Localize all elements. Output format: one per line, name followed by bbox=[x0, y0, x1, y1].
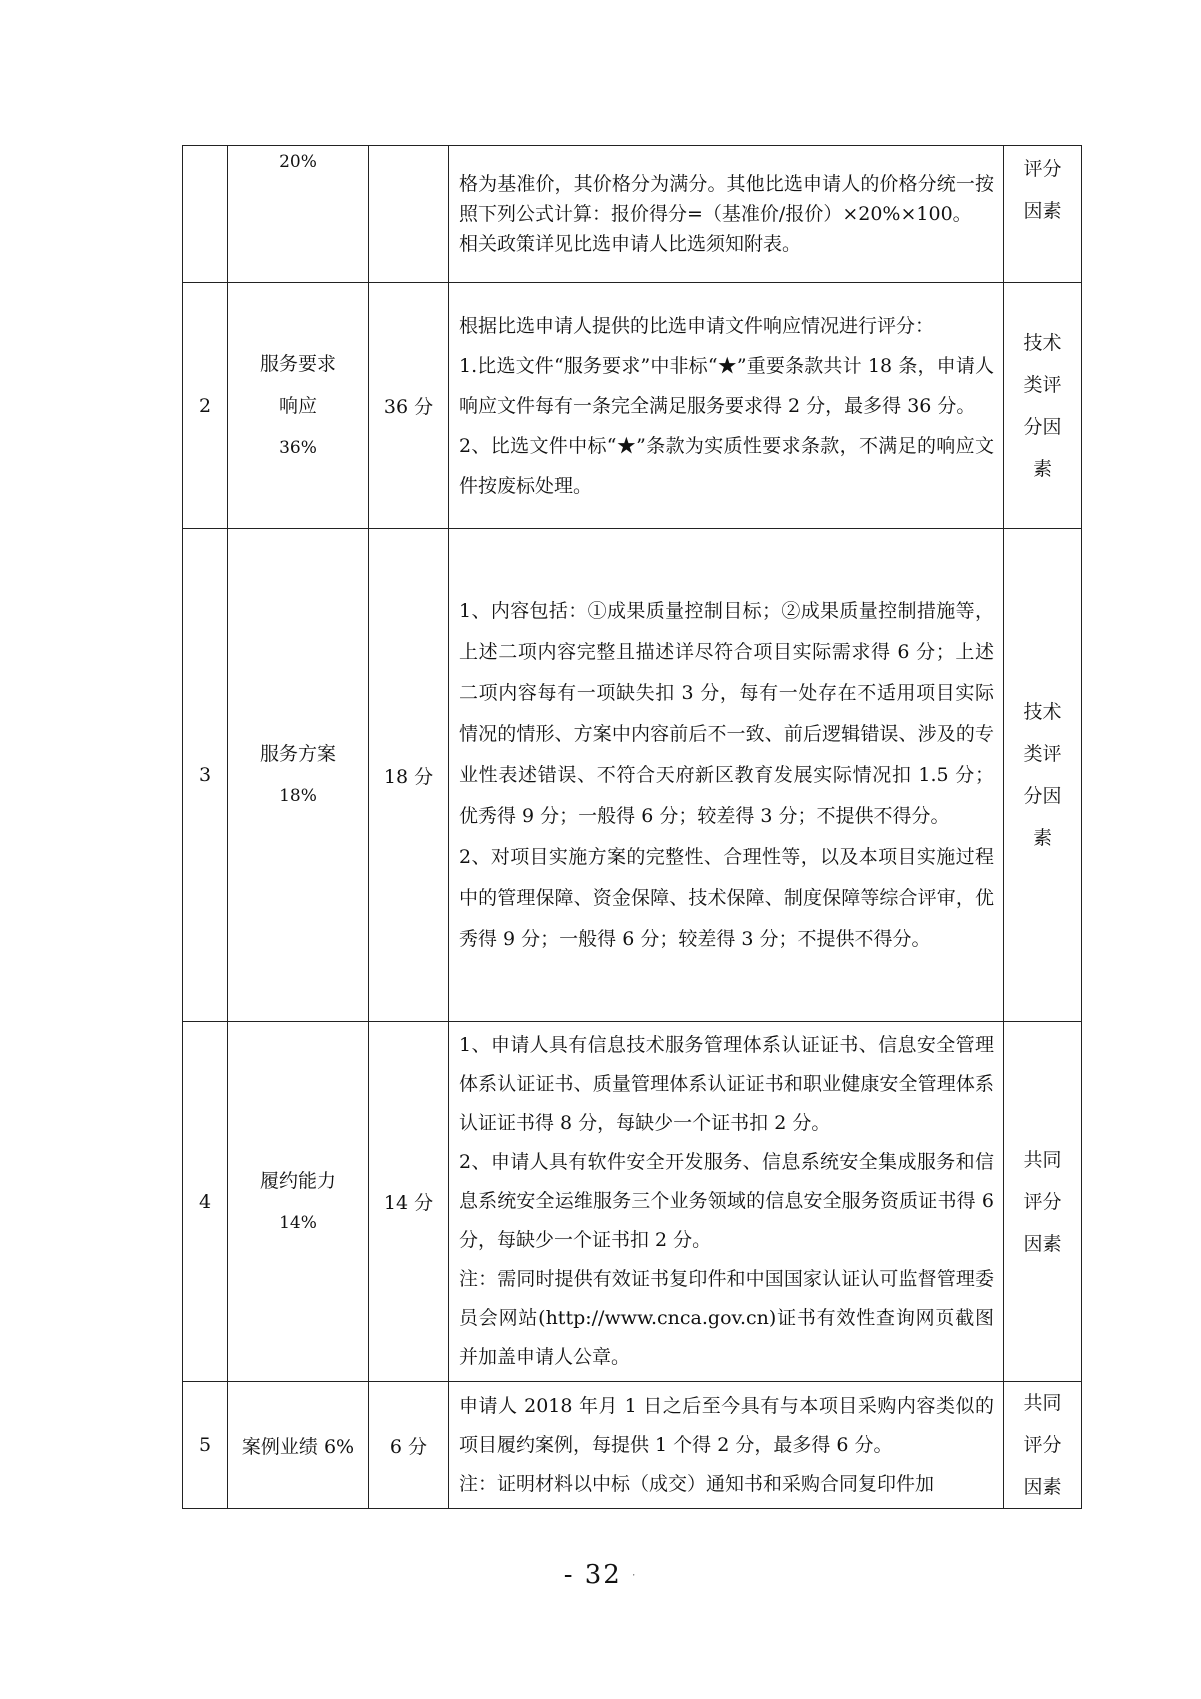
item-weight: 20% bbox=[279, 152, 317, 172]
description-paragraph: 1、申请人具有信息技术服务管理体系认证证书、信息安全管理体系认证证书、质量管理体系认证证书和职业健康安全管理体系认证证书得 8 分，每缺少一个证书扣 2 分。 bbox=[459, 1034, 994, 1134]
item-weight: 14% bbox=[279, 1212, 317, 1233]
description-paragraph: 2、申请人具有软件安全开发服务、信息系统安全集成服务和信息系统安全运维服务三个业务领域的信息安全服务资质证书得 6 分，每缺少一个证书扣 2 分。 bbox=[459, 1151, 994, 1251]
item-name-cell: 案例业绩 6% bbox=[228, 1382, 369, 1509]
item-name-cell bbox=[228, 146, 369, 283]
description-paragraph: 根据比选申请人提供的比选申请文件响应情况进行评分： bbox=[459, 314, 935, 337]
description-cell bbox=[449, 1022, 1004, 1382]
description-cell bbox=[449, 146, 1004, 283]
score-cell: 14 分 bbox=[369, 1022, 449, 1382]
row-number-cell bbox=[183, 146, 228, 283]
item-weight: 36% bbox=[279, 437, 317, 458]
item-name-cell: 服务方案 18% bbox=[228, 529, 369, 1022]
description-paragraph: 相关政策详见比选申请人比选须知附表。 bbox=[459, 233, 802, 255]
description-paragraph: 申请人 2018 年月 1 日之后至今具有与本项目采购内容类似的项目履约案例，每提供 1 个得 2 分，最多得 6 分。 bbox=[459, 1394, 994, 1456]
row-number-cell: 2 bbox=[183, 283, 228, 529]
factor-type-cell: 技术 类评 分因 素 bbox=[1004, 283, 1082, 529]
table-row bbox=[183, 146, 1082, 283]
row-number-cell: 3 bbox=[183, 529, 228, 1022]
item-name-cell: 履约能力 14% bbox=[228, 1022, 369, 1382]
description-cell bbox=[449, 283, 1004, 529]
description-cell bbox=[449, 529, 1004, 1022]
page-number: - 32 · bbox=[563, 1560, 638, 1590]
row-number-cell: 5 bbox=[183, 1382, 228, 1509]
description-paragraph: 注：证明材料以中标（成交）通知书和采购合同复印件加 bbox=[459, 1472, 935, 1495]
table-row bbox=[183, 1382, 1082, 1509]
factor-type-cell: 评分 因素 bbox=[1004, 146, 1082, 283]
row-number-cell: 4 bbox=[183, 1022, 228, 1382]
table-row bbox=[183, 529, 1082, 1022]
table-row bbox=[183, 1022, 1082, 1382]
score-cell: 18 分 bbox=[369, 529, 449, 1022]
score-cell: 36 分 bbox=[369, 283, 449, 529]
item-name-cell: 服务要求 响应 36% bbox=[228, 283, 369, 529]
description-paragraph: 2、比选文件中标“★”条款为实质性要求条款，不满足的响应文件按废标处理。 bbox=[459, 434, 994, 497]
scoring-table bbox=[182, 145, 1082, 1509]
item-weight: 18% bbox=[279, 786, 317, 806]
description-paragraph: 2、对项目实施方案的完整性、合理性等，以及本项目实施过程中的管理保障、资金保障、技术保障、制度保障等综合评审，优秀得 9 分；一般得 6 分；较差得 3 分；不提供不得分。 bbox=[459, 845, 994, 950]
description-cell bbox=[449, 1382, 1004, 1509]
factor-type-cell: 共同 评分 因素 bbox=[1004, 1022, 1082, 1382]
factor-type-cell: 共同 评分 因素 bbox=[1004, 1382, 1082, 1509]
page-dot: · bbox=[632, 1570, 638, 1582]
table-row bbox=[183, 283, 1082, 529]
score-cell: 6 分 bbox=[369, 1382, 449, 1509]
description-paragraph: 1.比选文件“服务要求”中非标“★”重要条款共计 18 条，申请人响应文件每有一条完全满足服务要求得 2 分，最多得 36 分。 bbox=[459, 354, 994, 417]
score-cell bbox=[369, 146, 449, 283]
description-paragraph: 格为基准价，其价格分为满分。其他比选申请人的价格分统一按照下列公式计算：报价得分=（基准价/报价）×20%×100。 bbox=[459, 173, 994, 225]
description-paragraph: 注：需同时提供有效证书复印件和中国国家认证认可监督管理委员会网站(http://www.cnca.gov.cn)证书有效性查询网页截图并加盖申请人公章。 bbox=[459, 1268, 994, 1368]
factor-type-cell: 技术 类评 分因 素 bbox=[1004, 529, 1082, 1022]
description-paragraph: 1、内容包括：①成果质量控制目标；②成果质量控制措施等，上述二项内容完整且描述详尽符合项目实际需求得 6 分；上述二项内容每有一项缺失扣 3 分，每有一处存在不适用项目实际情况的情形、方案中内容前后不一致、前后逻辑错误、涉及的专业性表述错误、不符合天府新区教育发展实际情况扣 1.5 分；优秀得 9 分；一般得 6 分；较差得 3 分；不提供不得分。 bbox=[459, 599, 994, 827]
